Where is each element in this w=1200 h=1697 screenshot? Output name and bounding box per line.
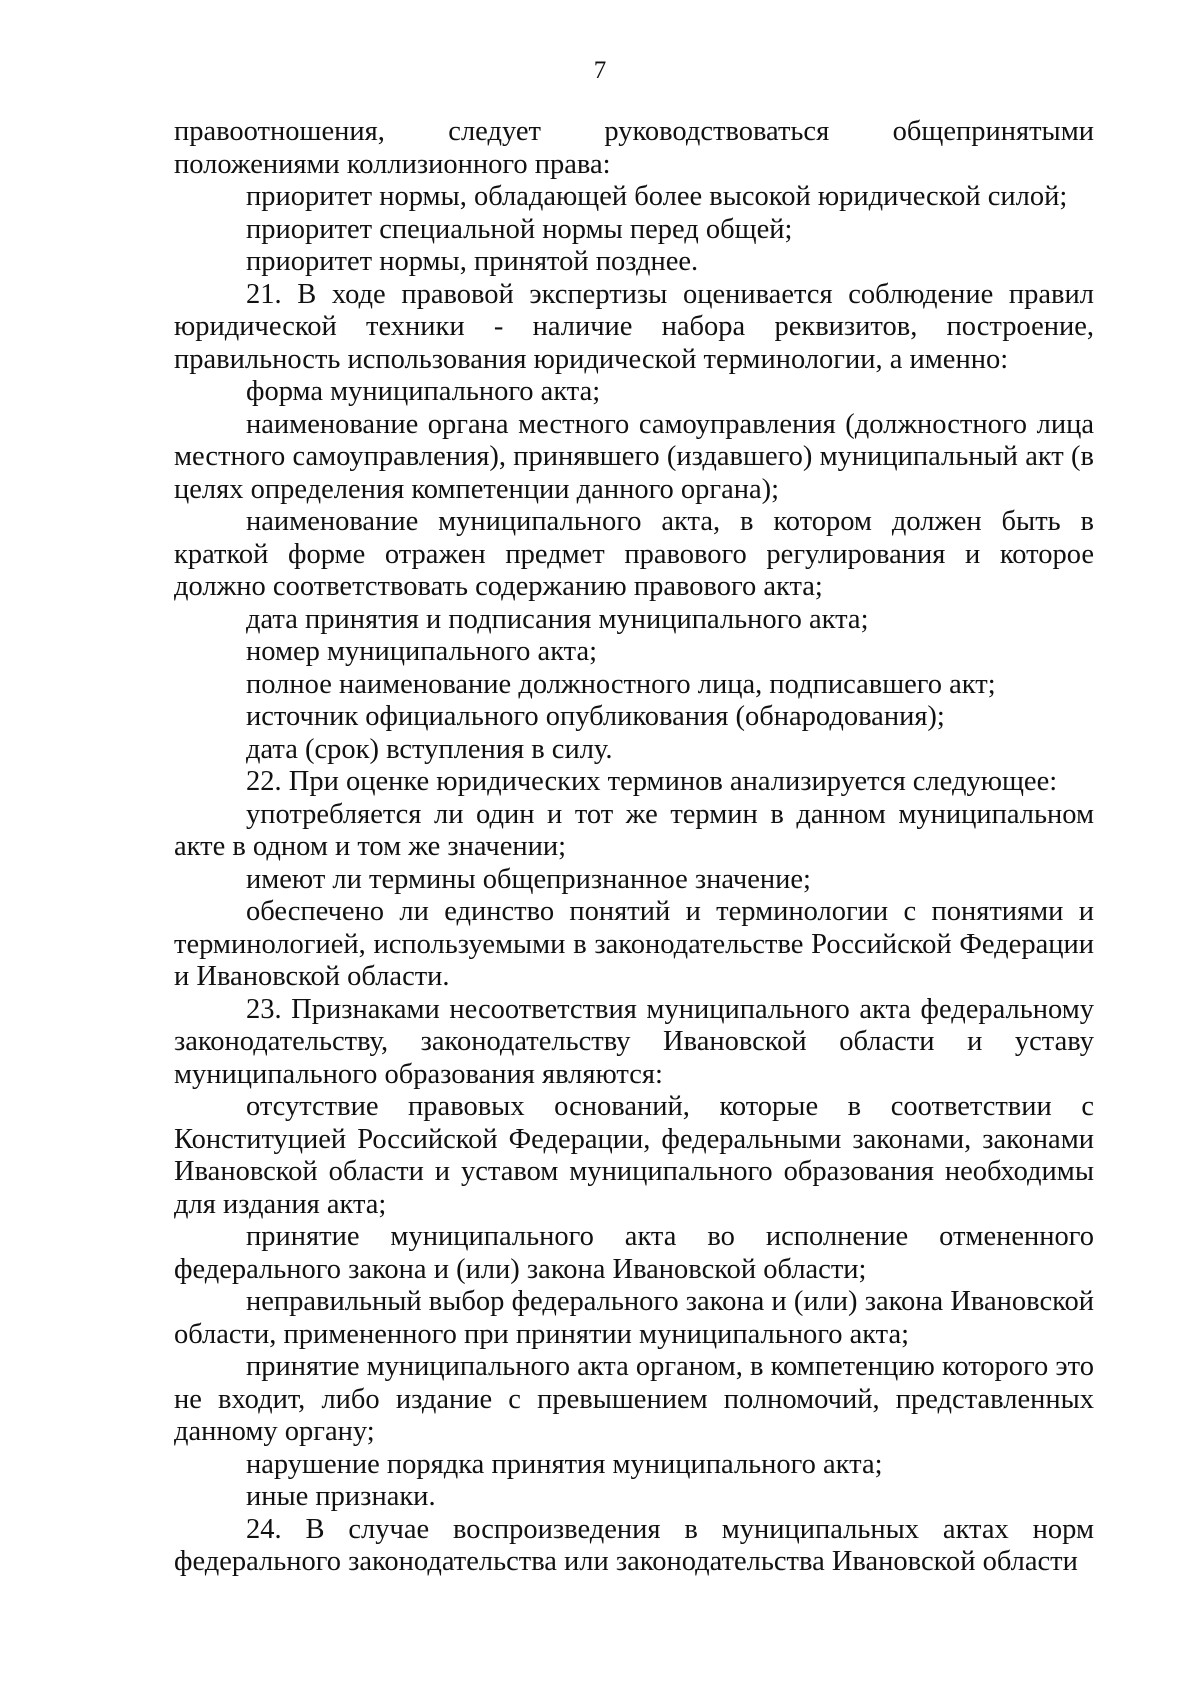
paragraph: неправильный выбор федерального закона и (или) закона Ивановской области, примененного при принятии муниципального акта; xyxy=(174,1286,1094,1350)
paragraph: нарушение порядка принятия муниципального акта; xyxy=(246,1448,883,1480)
paragraph: обеспечено ли единство понятий и терминологии с понятиями и терминологией, используемыми в законодательстве Российской Федерации и Ивановской области. xyxy=(174,896,1094,992)
paragraph: 22. При оценке юридических терминов анализируется следующее: xyxy=(246,766,1058,797)
paragraph: дата принятия и подписания муниципального акта; xyxy=(246,603,869,635)
paragraph: 23. Признаками несоответствия муниципального акта федеральному законодательству, законодательству Ивановской области и уставу муниципального образования являются: xyxy=(174,993,1094,1090)
paragraph: 24. В случае воспроизведения в муниципальных актах норм федерального законодательства или законодательства Ивановской области xyxy=(174,1513,1094,1577)
paragraph: иные признаки. xyxy=(246,1481,436,1512)
paragraph: наименование муниципального акта, в котором должен быть в краткой форме отражен предмет правового регулирования и которое должно соответствовать содержанию правового акта; xyxy=(174,506,1094,602)
paragraph: принятие муниципального акта органом, в компетенцию которого это не входит, либо издание с превышением полномочий, представленных данному органу; xyxy=(174,1351,1094,1447)
paragraph: приоритет нормы, принятой позднее. xyxy=(246,246,699,277)
paragraph: приоритет специальной нормы перед общей; xyxy=(246,213,793,245)
paragraph: правоотношения, следует руководствоваться общепринятыми положениями коллизионного права: xyxy=(174,116,1094,180)
page-number: 7 xyxy=(593,57,607,84)
document-body xyxy=(174,116,1094,1579)
paragraph: дата (срок) вступления в силу. xyxy=(246,733,613,765)
paragraph: имеют ли термины общепризнанное значение; xyxy=(246,863,811,895)
paragraph: 21. В ходе правовой экспертизы оценивается соблюдение правил юридической техники - наличие набора реквизитов, построение, правильность использования юридической терминологии, а именно: xyxy=(174,278,1094,375)
paragraph: источник официального опубликования (обнародования); xyxy=(246,701,945,732)
paragraph: принятие муниципального акта во исполнение отмененного федерального закона и (или) закона Ивановской области; xyxy=(174,1221,1094,1285)
paragraph: употребляется ли один и тот же термин в данном муниципальном акте в одном и том же значении; xyxy=(174,798,1094,862)
paragraph: отсутствие правовых оснований, которые в соответствии с Конституцией Российской Федерации, федеральными законами, законами Ивановской области и уставом муниципального образования необходимы для издания акта; xyxy=(174,1091,1094,1220)
paragraph: приоритет нормы, обладающей более высокой юридической силой; xyxy=(246,181,1068,212)
paragraph: номер муниципального акта; xyxy=(246,636,598,667)
paragraph: форма муниципального акта; xyxy=(246,376,601,407)
paragraph: наименование органа местного самоуправления (должностного лица местного самоуправления), принявшего (издавшего) муниципальный акт (в целях определения компетенции данного органа); xyxy=(174,408,1094,505)
paragraph: полное наименование должностного лица, подписавшего акт; xyxy=(246,668,996,700)
